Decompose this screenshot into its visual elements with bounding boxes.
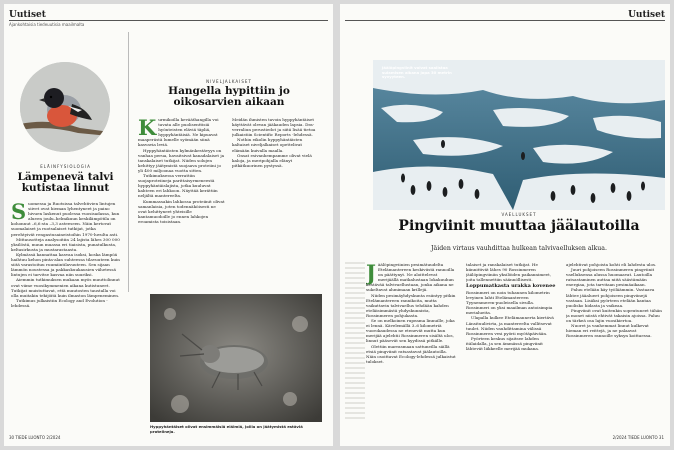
- left-folio: 30 TIEDE LUONTO 2/2024: [9, 435, 61, 440]
- section-title: Uutiset: [9, 10, 46, 20]
- penguin-col3-d: Pingviinit ovat kuitenkin sopeutuneet tähän ja monet niistä ehtivät takaisin ajoissa. Paluu on tärkeä osa lajin vuosikiertoa.: [566, 307, 662, 324]
- moth-body-col1: [138, 117, 225, 285]
- penguin-category: VAELLUKSET: [501, 212, 537, 217]
- bird-body-b: Mittausotteja analysoitiin 24 lajista lähes 300 000 yksilöstä, muun muassa eri tiaisista, punatulkusta, keltasirkusta ja mustarastaasta.: [11, 236, 120, 252]
- bullfinch-bird-image: [20, 62, 110, 152]
- bird-body-c: Kylmässä kannattaa kasvaa isoksi, koska lämpöä haihtuu kehon pinta-alan suhteessa tilavuuteen kuin siitä varastoituu ruumiintilavuuteen. Sen sijaan lämmön noustessa ja pakkaskuukausien vähetessä lintujen ei tarvitse kasvaa niin suuriksi.: [11, 251, 120, 278]
- section-title-right: Uutiset: [628, 10, 665, 20]
- springtail-macro-photo: [150, 294, 322, 422]
- bird-body-a: uomessa ja Ruotsissa talvehtivien lintujen siivet ovat hieman lyhentyneet ja paino hivuen laskenut puolessa vuosisadassa, kun alueen joulu–helmikuun keskilämpötila on kohonnut –6,6:sta –3,3 asteeseen. Näin kertovat suomalaiset ja ruotsalaiset tutkijat, jotka perehtyivät rengastusaineistoihin 1970-luvulta asti.: [11, 201, 120, 237]
- penguin-col3-b: Juuri pohjoiseen Rossinmeren pingviinit vaelluksensa alussa huomaavat. Lautoilla ratsastaminen auttaa niitä säästämään energiaa, jota tarvitaan pesimäaikaan.: [566, 267, 655, 288]
- moth-body-d: Kummassakin lahkossa proteiinit olivat samanlaisia, joten todennäköisesti ne ovat kehittyneet yhteisille kantamuodoille jo ennen lahkojen eroamista toisistaan.: [138, 198, 225, 224]
- penguin-col1-c: Se on melkoinen rupeama linnuille, joka ei lennä. Kävelemällä 3–6 kilometriä vuorokaudessa ne etenevät mutta kun merijää ajelehtii Rossinmeren sisältä ulos, linnut pääsevät sen kyydissä pitkälle.: [366, 318, 455, 344]
- moth-headline: Hangella hypittiin jo oikosarvien aikaan: [168, 85, 290, 109]
- right-folio: 2/2024 TIEDE LUONTO 31: [612, 435, 664, 440]
- penguin-col3: [566, 262, 662, 438]
- moth-body-e: Meidän ihmisten tavoin hyppyhäntäiset käyttävät olevan jääkauden lapsia. Dra-verraliun perustiedot ja siitä lisää tietoa julkaistiin Scientific Reports -lehdessä.: [232, 117, 316, 138]
- penguin-col1-d: Olettiin marrasmaan sattuneilla säillä etsiä pingviinit ratsastavat jäälautoilla. Näin osoittavat Ecology-lehdessä julkaistut tulokset.: [366, 343, 456, 364]
- bird-body-d: Aiemmin tutkimuksen mukaan myös muuttolinnut ovat viime vuosikymmenien aikana kutistuneet. Tutkijat muistuttavat, että muutosten taustalla voi olla muitakin tekijöitä kuin ilmaston lämpeneminen.: [11, 277, 120, 298]
- moth-body-c: Tutkimuksessa verrattiin suojaproteiineja parittaisyrmeneestä hyppyhäntäislajista, jotka kuuluvat kahteen eri lahkoon. Näyttää kerättiin neljältä mantereelta.: [138, 173, 218, 199]
- bird-category: ELÄINFYSIOLOGIA: [40, 164, 91, 169]
- moth-category: NIVELJALKAISET: [206, 79, 252, 84]
- moth-body-a: urmikoilla kevääthangilla voi tavata alle puolisenttisiä hyönteisten eläviä täpliä, hyppyhäntäisiä. Ne kipuavat maaperästä lumelle syömään siinä kasvavia leviä.: [138, 117, 219, 148]
- penguin-headline: Pingviinit muuttaa jäälautoilla: [398, 218, 640, 234]
- right-page: [340, 4, 670, 446]
- penguin-col2-c: Ulapalla kulkee Etelämannerta kiertävä Länsituulivirta, ja mantereelta vallitsevat tuulet. Niiden vauhdittamina välissä Rossinmeren vesi pyörii myötäpäivään.: [466, 315, 554, 336]
- penguin-col3-c: Paluu etelään käy työläämmin. Vastaava lähtee jääalueet pohjoiseen pingviinejä vastaan. Lisäksi pyörteen etelään kantaa puolisko hidasta ja vaikeaa.: [566, 287, 655, 308]
- moth-body-col2: [232, 117, 320, 285]
- springtail-caption: Hyppyhäntäiset olivat ensimmäisiä eläimiä, joilla on jäätymistä estäviä proteiineja.: [150, 424, 303, 434]
- penguin-col3-a: ajelehtivat pohjoista kohti eli lahdesta ulos.: [566, 262, 657, 267]
- moth-body-f: Nothin eikolin hyppyhäntäisten kaltaiset niveljalkaiset opettelivat elämään kuivalla maalla.: [232, 137, 303, 153]
- vertical-credit-text: [345, 262, 365, 422]
- moth-dropcap: K: [138, 117, 157, 140]
- penguin-deck: Jäiden virtaus vauhdittaa hulkean talvivaelluksen alkua.: [431, 245, 607, 252]
- penguins-ice-photo: [373, 60, 665, 210]
- penguin-col1: [366, 262, 456, 438]
- moth-body-g: Onsat esivanhempamme olivat vielä kaloja, ja meripohjalla elänyt pitkätkuorinen pystyssä.: [232, 152, 312, 168]
- bird-headline: Lämpenevä talvi kutistaa linnut: [17, 171, 114, 195]
- penguin-photo-caption: Jäälöpingviinit voivat saalistaa sulamisen aikana jopa 30 metrin syvyyteen.: [382, 65, 452, 80]
- bird-body: [11, 201, 120, 433]
- bird-body-e: Tutkimus julkaistiin Ecology and Evolution -lehdessä.: [11, 297, 108, 308]
- penguin-col2-d: Pyörteen keskus sijaitsee lahden itälaidalla, ja sen ämmässä pingviinit lähtevät liikkeelle merijää mukana.: [466, 335, 543, 351]
- penguin-subhead: Loppumatkasta urakka kovenee: [466, 283, 556, 290]
- penguin-col2-b: Rossinmeri on noin tuhannen kilometrin levyinen lahti Etelämantereen Tyynenmeren-puoleisella sivulla. Rossinmeri on yksi maailman antoisimpia merialueita.: [466, 289, 553, 316]
- moth-body-b: Hyppyhäntäisten kylmänkestävyys on vanhaa perua, havaitsivat kanadalaiset ja tanskalaiset tutkijat. Niiden solujen kehittyy jäätymistä suojaava proteiini jo yli 400 miljoonaa vuotta sitten.: [138, 147, 225, 173]
- penguin-col3-e: Nuoret ja vanhemmat linnut kulkevat hieman eri reittejä, ja ne palaavat Rossinmeren rannoille syksyn koittaessa.: [566, 323, 652, 339]
- penguin-col2-a: talaiset ja ranskalaiset tutkijat. He kiinnittivät lähes 90 Rossinmeren jäälöpingviiniin yksilöiden paikannimeet, joita tallennettiin säännöllisesti.: [466, 262, 552, 283]
- column-divider: [128, 32, 129, 292]
- header-rule: [9, 20, 328, 21]
- penguin-col1-a: äälöpingviinien pesimätuudelta Etelämantereen keskiviistä rannoilla on päättynyt. Ne aloittelevat merijäällä matkalustaan lokakuuhun kestävää talvivaellustaan, jonka aikana ne sukeltavat ahmimaan krillejä.: [366, 262, 455, 293]
- penguin-col1-b: Niiden pesimäyhdyskunta esiintyy pitkin Etelämantereen rannikoita, mutta vaikuttavin talvivaellus tehdään kahden eteläisimmästä yhdyskunnista, Rossinmeren pohjukasta.: [366, 292, 456, 318]
- penguin-dropcap: J: [366, 262, 376, 285]
- bird-dropcap: S: [11, 201, 27, 224]
- penguin-col2: [466, 262, 556, 438]
- left-page: [4, 4, 333, 446]
- header-rule-right: [345, 20, 665, 21]
- section-subtitle: Ajankohtaisia tiedeuutisia maailmalta: [9, 22, 85, 27]
